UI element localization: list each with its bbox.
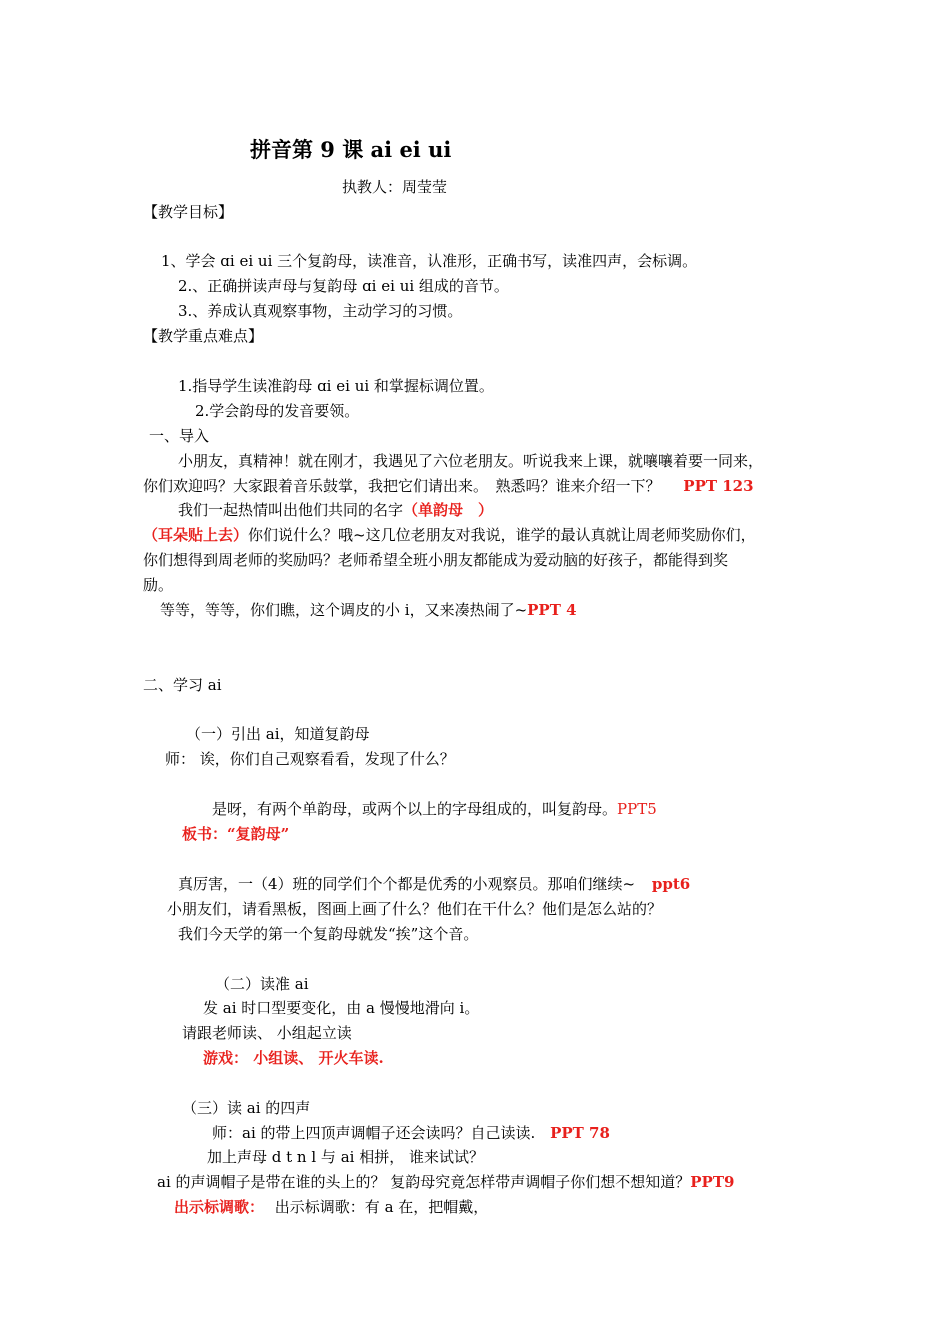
section-1-question: 师： 诶，你们自己观察看看，发现了什么？ xyxy=(165,750,455,768)
intro-text: 我们一起热情叫出他们共同的名字 xyxy=(178,501,404,519)
goal-item-3: 3.、养成认真观察事物，主动学习的习惯。 xyxy=(178,302,463,320)
section-text: 师：ai 的带上四顶声调帽子还会读吗？自己读读. xyxy=(212,1124,536,1142)
section-3-paragraph-3 xyxy=(157,1172,734,1192)
ppt-marker: PPT 4 xyxy=(527,601,577,619)
intro-paragraph-3a xyxy=(143,525,756,545)
key-point-1: 1.指导学生读准韵母 ɑi ei ui 和掌握标调位置。 xyxy=(178,377,494,395)
goal-item-2: 2.、正确拼读声母与复韵母 ɑi ei ui 组成的音节。 xyxy=(178,277,509,295)
ppt-marker: PPT9 xyxy=(690,1173,735,1191)
ppt-marker: PPT5 xyxy=(617,800,657,818)
song-text: 出示标调歌：有 a 在，把帽戴， xyxy=(274,1198,489,1216)
key-point-2: 2.学会韵母的发音要领。 xyxy=(195,402,360,420)
intro-paragraph-3c: 励。 xyxy=(143,576,174,594)
ppt-marker: ppt6 xyxy=(651,875,691,893)
section-text: 真厉害，一（4）班的同学们个个都是优秀的小观察员。那咱们继续~ xyxy=(178,875,636,893)
ppt-marker: PPT 78 xyxy=(550,1124,610,1142)
goals-heading: 【教学目标】 xyxy=(143,203,234,221)
intro-paragraph-4 xyxy=(160,600,577,620)
page-title: 拼音第 9 课 ai ei ui xyxy=(250,137,452,162)
song-label: 出示标调歌： xyxy=(174,1198,265,1216)
red-note: （单韵母 ） xyxy=(403,501,494,519)
section-1-answer xyxy=(212,799,657,819)
teacher-name: 执教人：周莹莹 xyxy=(342,178,448,196)
board-note: 板书：“复韵母” xyxy=(182,825,290,843)
key-points-heading: 【教学重点难点】 xyxy=(143,327,264,345)
section-3-paragraph-4 xyxy=(174,1197,488,1217)
section-1-heading: （一）引出 ai，知道复韵母 xyxy=(186,725,370,743)
intro-text: 等等，等等，你们瞧，这个调皮的小 i，又来凑热闹了~ xyxy=(160,601,528,619)
section-text: ai 的声调帽子是带在谁的头上的？ 复韵母究竟怎样带声调帽子你们想不想知道？ xyxy=(157,1173,691,1191)
section-1-paragraph-3: 我们今天学的第一个复韵母就发“挨”这个音。 xyxy=(178,925,479,943)
intro-paragraph-3b: 你们想得到周老师的奖励吗？老师希望全班小朋友都能成为爱动脑的好孩子，都能得到奖 xyxy=(143,551,729,569)
intro-text: 你们欢迎吗？大家跟着音乐鼓掌，我把它们请出来。 熟悉吗？谁来介绍一下？ xyxy=(143,477,661,495)
section-1-paragraph-1 xyxy=(178,874,690,894)
section-1-paragraph-2: 小朋友们，请看黑板，图画上画了什么？他们在干什么？他们是怎么站的？ xyxy=(167,900,663,918)
learn-heading: 二、学习 ai xyxy=(143,676,222,694)
red-note: （耳朵贴上去） xyxy=(143,526,249,544)
intro-heading: 一、导入 xyxy=(149,427,210,445)
ppt-marker: PPT 123 xyxy=(683,477,754,495)
intro-paragraph-1a: 小朋友，真精神！就在刚才，我遇见了六位老朋友。听说我来上课，就嚷嚷着要一同来， xyxy=(178,452,764,470)
goal-item-1: 1、学会 ɑi ei ui 三个复韵母，读准音，认准形，正确书写，读准四声，会标调。 xyxy=(161,252,698,270)
section-text: 是呀，有两个单韵母，或两个以上的字母组成的，叫复韵母。 xyxy=(212,800,618,818)
intro-paragraph-1b xyxy=(143,476,754,496)
intro-text: 你们说什么？哦~这几位老朋友对我说，谁学的最认真就让周老师奖励你们， xyxy=(248,526,756,544)
section-2-paragraph-1: 发 ai 时口型要变化，由 a 慢慢地滑向 i。 xyxy=(203,999,480,1017)
section-3-paragraph-2: 加上声母 d t n l 与 ai 相拼， 谁来试试？ xyxy=(207,1148,484,1166)
game-note: 游戏： 小组读、 开火车读. xyxy=(203,1049,384,1067)
section-2-heading: （二）读准 ai xyxy=(215,975,309,993)
section-3-heading: （三）读 ai 的四声 xyxy=(182,1099,311,1117)
intro-paragraph-2 xyxy=(178,500,493,520)
section-3-paragraph-1 xyxy=(212,1123,610,1143)
section-2-paragraph-2: 请跟老师读、 小组起立读 xyxy=(182,1024,352,1042)
